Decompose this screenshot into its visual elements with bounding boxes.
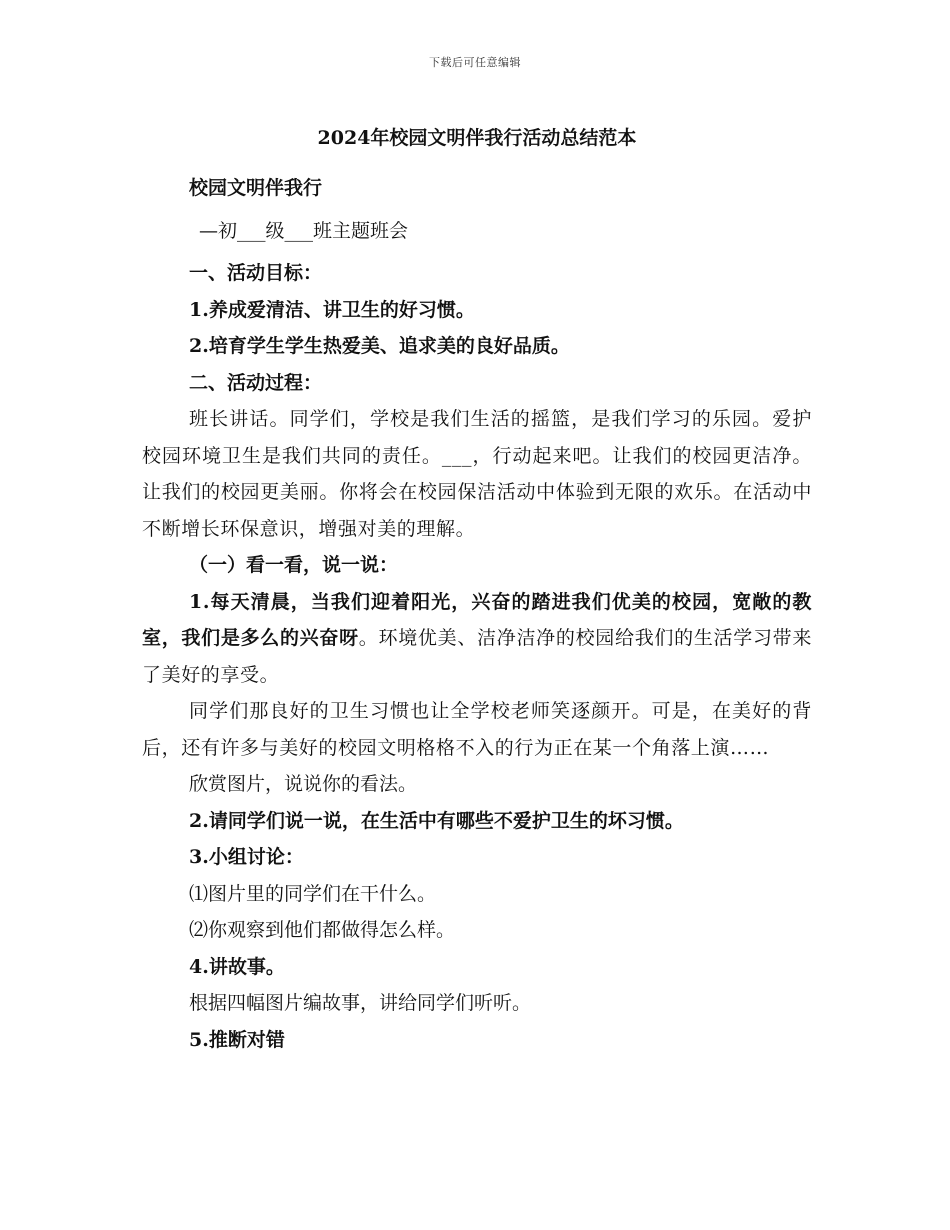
item1-bold-text: 1.每天清晨，当我们迎着阳光，兴奋的踏进我们优美的校园，宽敞的教室，我们是多么的兴奋呀 [142,590,812,649]
item4-text: 根据四幅图片编故事，讲给同学们听听。 [189,992,532,1014]
class-meeting-line: —初___级___班主题班会 [199,219,409,242]
paragraph-pictures: 欣赏图片，说说你的看法。 [189,773,418,795]
goal-item: 1.养成爱清洁、讲卫生的好习惯。 [189,298,475,321]
part1-heading: （一）看一看，说一说： [189,554,399,576]
item4: 4.讲故事。 [189,955,285,978]
goal-item: 2.培育学生学生热爱美、追求美的良好品质。 [189,335,570,357]
item5: 5.推断对错 [189,1028,285,1051]
item3-sub: ⑵你观察到他们都做得怎么样。 [189,919,456,941]
document-body [142,120,812,1058]
item1-paragraph [142,584,812,694]
item2: 2.请同学们说一说，在生活中有哪些不爱护卫生的坏习惯。 [189,809,684,832]
item3: 3.小组讨论： [189,846,304,868]
subtitle: 校园文明伴我行 [189,177,323,199]
document-title: 2024年校园文明伴我行活动总结范本 [317,127,637,149]
header-note: 下载后可任意编辑 [429,56,521,69]
section-heading-goals: 一、活动目标： [189,262,323,284]
section-heading-process: 二、活动过程： [189,371,323,394]
item1-rest-text: 。环境优美、洁净洁净的校园给我们的生活学习带来了美好的享受。 [142,627,812,686]
paragraph-habits: 同学们那良好的卫生习惯也让全学校老师笑逐颜开。可是，在美好的背后，还有许多与美好的校园文明格格不入的行为正在某一个角落上演…… [142,700,812,759]
item3-sub: ⑴图片里的同学们在干什么。 [189,882,437,905]
intro-paragraph: 班长讲话。同学们，学校是我们生活的摇篮，是我们学习的乐园。爱护校园环境卫生是我们共同的责任。___，行动起来吧。让我们的校园更洁净。让我们的校园更美丽。你将会在校园保洁活动中体验到无限的欢乐。在活动中不断增长环保意识，增强对美的理解。 [142,408,812,540]
